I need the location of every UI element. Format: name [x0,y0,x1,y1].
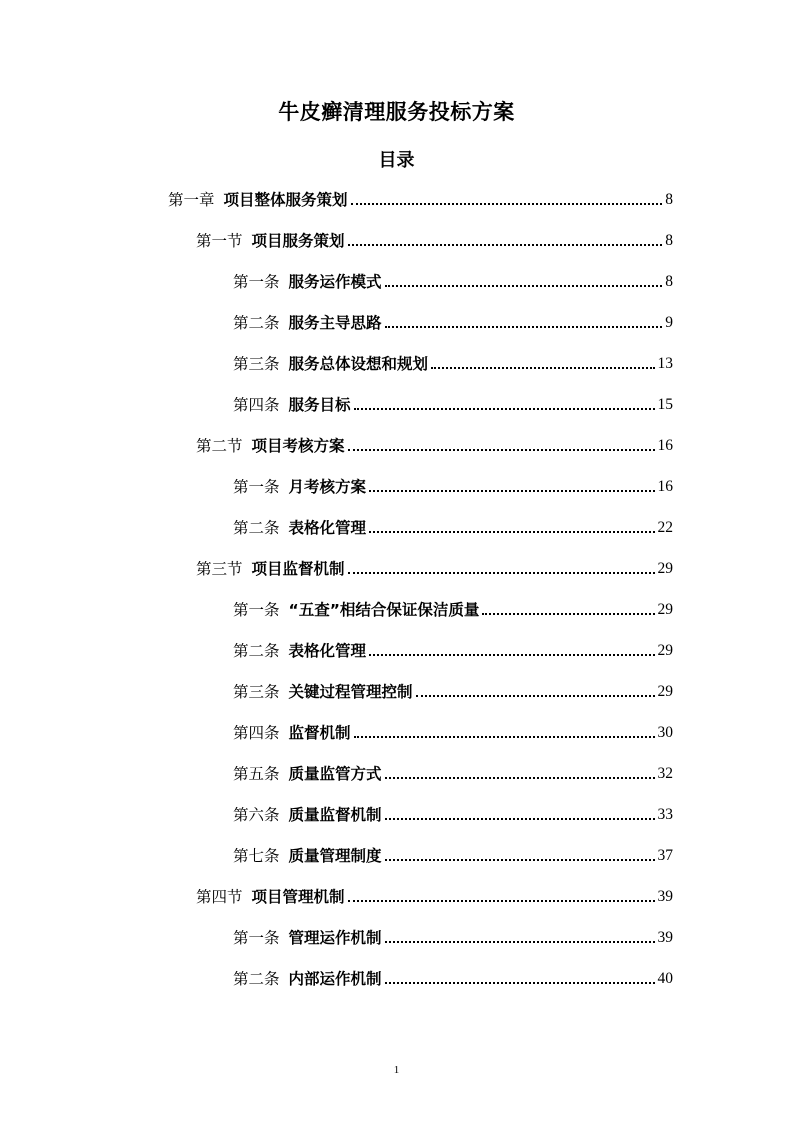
toc-entry-title: 质量监管方式 [288,765,382,783]
toc-entry-page: 37 [657,847,673,864]
toc-leader-dots [431,367,654,369]
toc-entry[interactable] [233,801,673,825]
toc-entry-page: 8 [665,273,673,290]
toc-entry-title: 项目整体服务策划 [223,191,348,209]
toc-entry-title: 服务目标 [288,396,351,414]
toc-entry[interactable] [233,268,673,292]
toc-entry-title: 质量监督机制 [288,806,382,824]
toc-entry-number: 第三节 [196,560,243,578]
toc-leader-dots [348,572,655,574]
toc-entry[interactable] [233,965,673,989]
toc-entry-page: 8 [665,191,673,208]
toc-entry-page: 39 [657,888,673,905]
toc-entry-title: 项目考核方案 [251,437,345,455]
toc-leader-dots [351,203,663,205]
toc-entry-title: 项目监督机制 [251,560,345,578]
toc-entry-page: 29 [657,601,673,618]
toc-entry-title: 服务运作模式 [288,273,382,291]
toc-entry-page: 22 [657,519,673,536]
toc-entry-page: 13 [657,355,673,372]
toc-entry-title: 表格化管理 [288,519,367,537]
toc-entry-title: 项目服务策划 [251,232,345,250]
toc-entry-number: 第七条 [233,847,280,865]
toc-entry-number: 第二条 [233,642,280,660]
toc-heading: 目录 [378,150,415,171]
toc-entry[interactable] [196,432,673,456]
toc-entry[interactable] [233,678,673,702]
toc-entry[interactable] [168,186,673,210]
toc-leader-dots [385,859,655,861]
toc-entry-page: 39 [657,929,673,946]
toc-entry-title: 服务主导思路 [288,314,382,332]
toc-entry-number: 第一章 [168,191,215,209]
toc-entry-page: 40 [657,970,673,987]
toc-entry-number: 第一条 [233,273,280,291]
toc-entry-number: 第一条 [233,478,280,496]
toc-entry-number: 第一条 [233,601,280,619]
toc-leader-dots [416,695,655,697]
toc-entry-number: 第四条 [233,724,280,742]
toc-entry-title: 管理运作机制 [288,929,382,947]
toc-entry-number: 第一节 [196,232,243,250]
toc-leader-dots [369,490,654,492]
toc-entry-page: 33 [657,806,673,823]
toc-entry-number: 第五条 [233,765,280,783]
toc-leader-dots [348,900,655,902]
page-number: 1 [393,1064,400,1076]
toc-entry[interactable] [233,391,673,415]
toc-leader-dots [354,736,655,738]
toc-leader-dots [385,777,655,779]
toc-entry-number: 第二条 [233,314,280,332]
toc-entry[interactable] [233,842,673,866]
toc-leader-dots [354,408,655,410]
toc-entry-title: “五查”相结合保证保洁质量 [288,601,480,619]
toc-entry[interactable] [233,924,673,948]
toc-entry-number: 第四节 [196,888,243,906]
toc-leader-dots [385,982,655,984]
toc-entry-number: 第一条 [233,929,280,947]
toc-entry-number: 第二条 [233,970,280,988]
toc-entry-title: 监督机制 [288,724,351,742]
toc-leader-dots [385,818,655,820]
toc-leader-dots [482,613,654,615]
toc-leader-dots [385,326,663,328]
toc-entry-page: 29 [657,683,673,700]
toc-entry-number: 第二节 [196,437,243,455]
toc-leader-dots [348,244,663,246]
toc-entry[interactable] [233,309,673,333]
toc-leader-dots [385,285,663,287]
toc-entry-page: 32 [657,765,673,782]
toc-entry[interactable] [233,473,673,497]
toc-entry-number: 第六条 [233,806,280,824]
toc-entry-page: 30 [657,724,673,741]
toc-leader-dots [369,531,654,533]
toc-entry-number: 第二条 [233,519,280,537]
toc-entry[interactable] [196,227,673,251]
toc-entry-title: 月考核方案 [288,478,367,496]
toc-entry[interactable] [233,596,673,620]
toc-entry-page: 8 [665,232,673,249]
toc-entry-title: 表格化管理 [288,642,367,660]
toc-entry-page: 29 [657,560,673,577]
toc-entry-title: 项目管理机制 [251,888,345,906]
toc-entry-page: 29 [657,642,673,659]
toc-leader-dots [385,941,655,943]
toc-entry-title: 关键过程管理控制 [288,683,413,701]
toc-entry[interactable] [233,760,673,784]
toc-entry[interactable] [233,350,673,374]
toc-entry[interactable] [233,637,673,661]
toc-entry-page: 16 [657,478,673,495]
toc-entry-number: 第三条 [233,355,280,373]
toc-entry[interactable] [233,514,673,538]
toc-entry-number: 第四条 [233,396,280,414]
toc-entry[interactable] [196,555,673,579]
toc-leader-dots [369,654,654,656]
toc-entry[interactable] [233,719,673,743]
toc-leader-dots [348,449,655,451]
toc-entry-number: 第三条 [233,683,280,701]
toc-entry-title: 内部运作机制 [288,970,382,988]
toc-entry-page: 16 [657,437,673,454]
document-title: 牛皮癣清理服务投标方案 [278,100,515,124]
toc-entry-title: 质量管理制度 [288,847,382,865]
toc-entry-page: 15 [657,396,673,413]
toc-entry-title: 服务总体设想和规划 [288,355,429,373]
toc-entry[interactable] [196,883,673,907]
toc-entry-page: 9 [665,314,673,331]
